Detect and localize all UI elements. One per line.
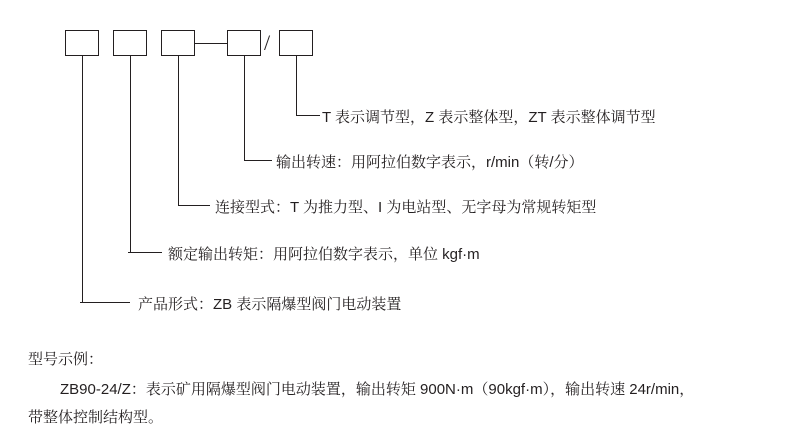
leader-vline-control-type xyxy=(296,56,297,115)
leader-vline-product-form xyxy=(82,56,83,302)
box-connector-line xyxy=(195,43,227,44)
note-output-speed: 输出转速：用阿拉伯数字表示，r/min（转/分） xyxy=(276,154,584,171)
leader-vline-output-speed xyxy=(244,56,245,160)
output-speed-box xyxy=(227,30,261,56)
leader-dash-connection-type xyxy=(178,205,210,206)
example-line-1: ZB90-24/Z：表示矿用隔爆型阀门电动装置，输出转矩 900N·m（90kgf·m），输出转速 24r/min， xyxy=(60,381,695,398)
leader-dash-rated-torque xyxy=(128,252,162,253)
control-type-box xyxy=(279,30,313,56)
leader-vline-rated-torque xyxy=(130,56,131,252)
leader-dash-product-form xyxy=(80,302,130,303)
note-control-type: T 表示调节型，Z 表示整体型，ZT 表示整体调节型 xyxy=(322,109,656,126)
example-title: 型号示例： xyxy=(28,351,104,368)
leader-dash-control-type xyxy=(296,115,320,116)
note-connection-type: 连接型式：T 为推力型、I 为电站型、无字母为常规转矩型 xyxy=(215,199,597,216)
connection-type-box xyxy=(161,30,195,56)
product-form-box xyxy=(65,30,99,56)
note-product-form: 产品形式：ZB 表示隔爆型阀门电动装置 xyxy=(138,296,402,313)
leader-vline-connection-type xyxy=(178,56,179,205)
note-rated-torque: 额定输出转矩：用阿拉伯数字表示，单位 kgf·m xyxy=(168,246,480,263)
rated-torque-box xyxy=(113,30,147,56)
leader-dash-output-speed xyxy=(244,160,272,161)
slash-separator: / xyxy=(264,30,271,55)
example-line-2: 带整体控制结构型。 xyxy=(28,409,164,426)
